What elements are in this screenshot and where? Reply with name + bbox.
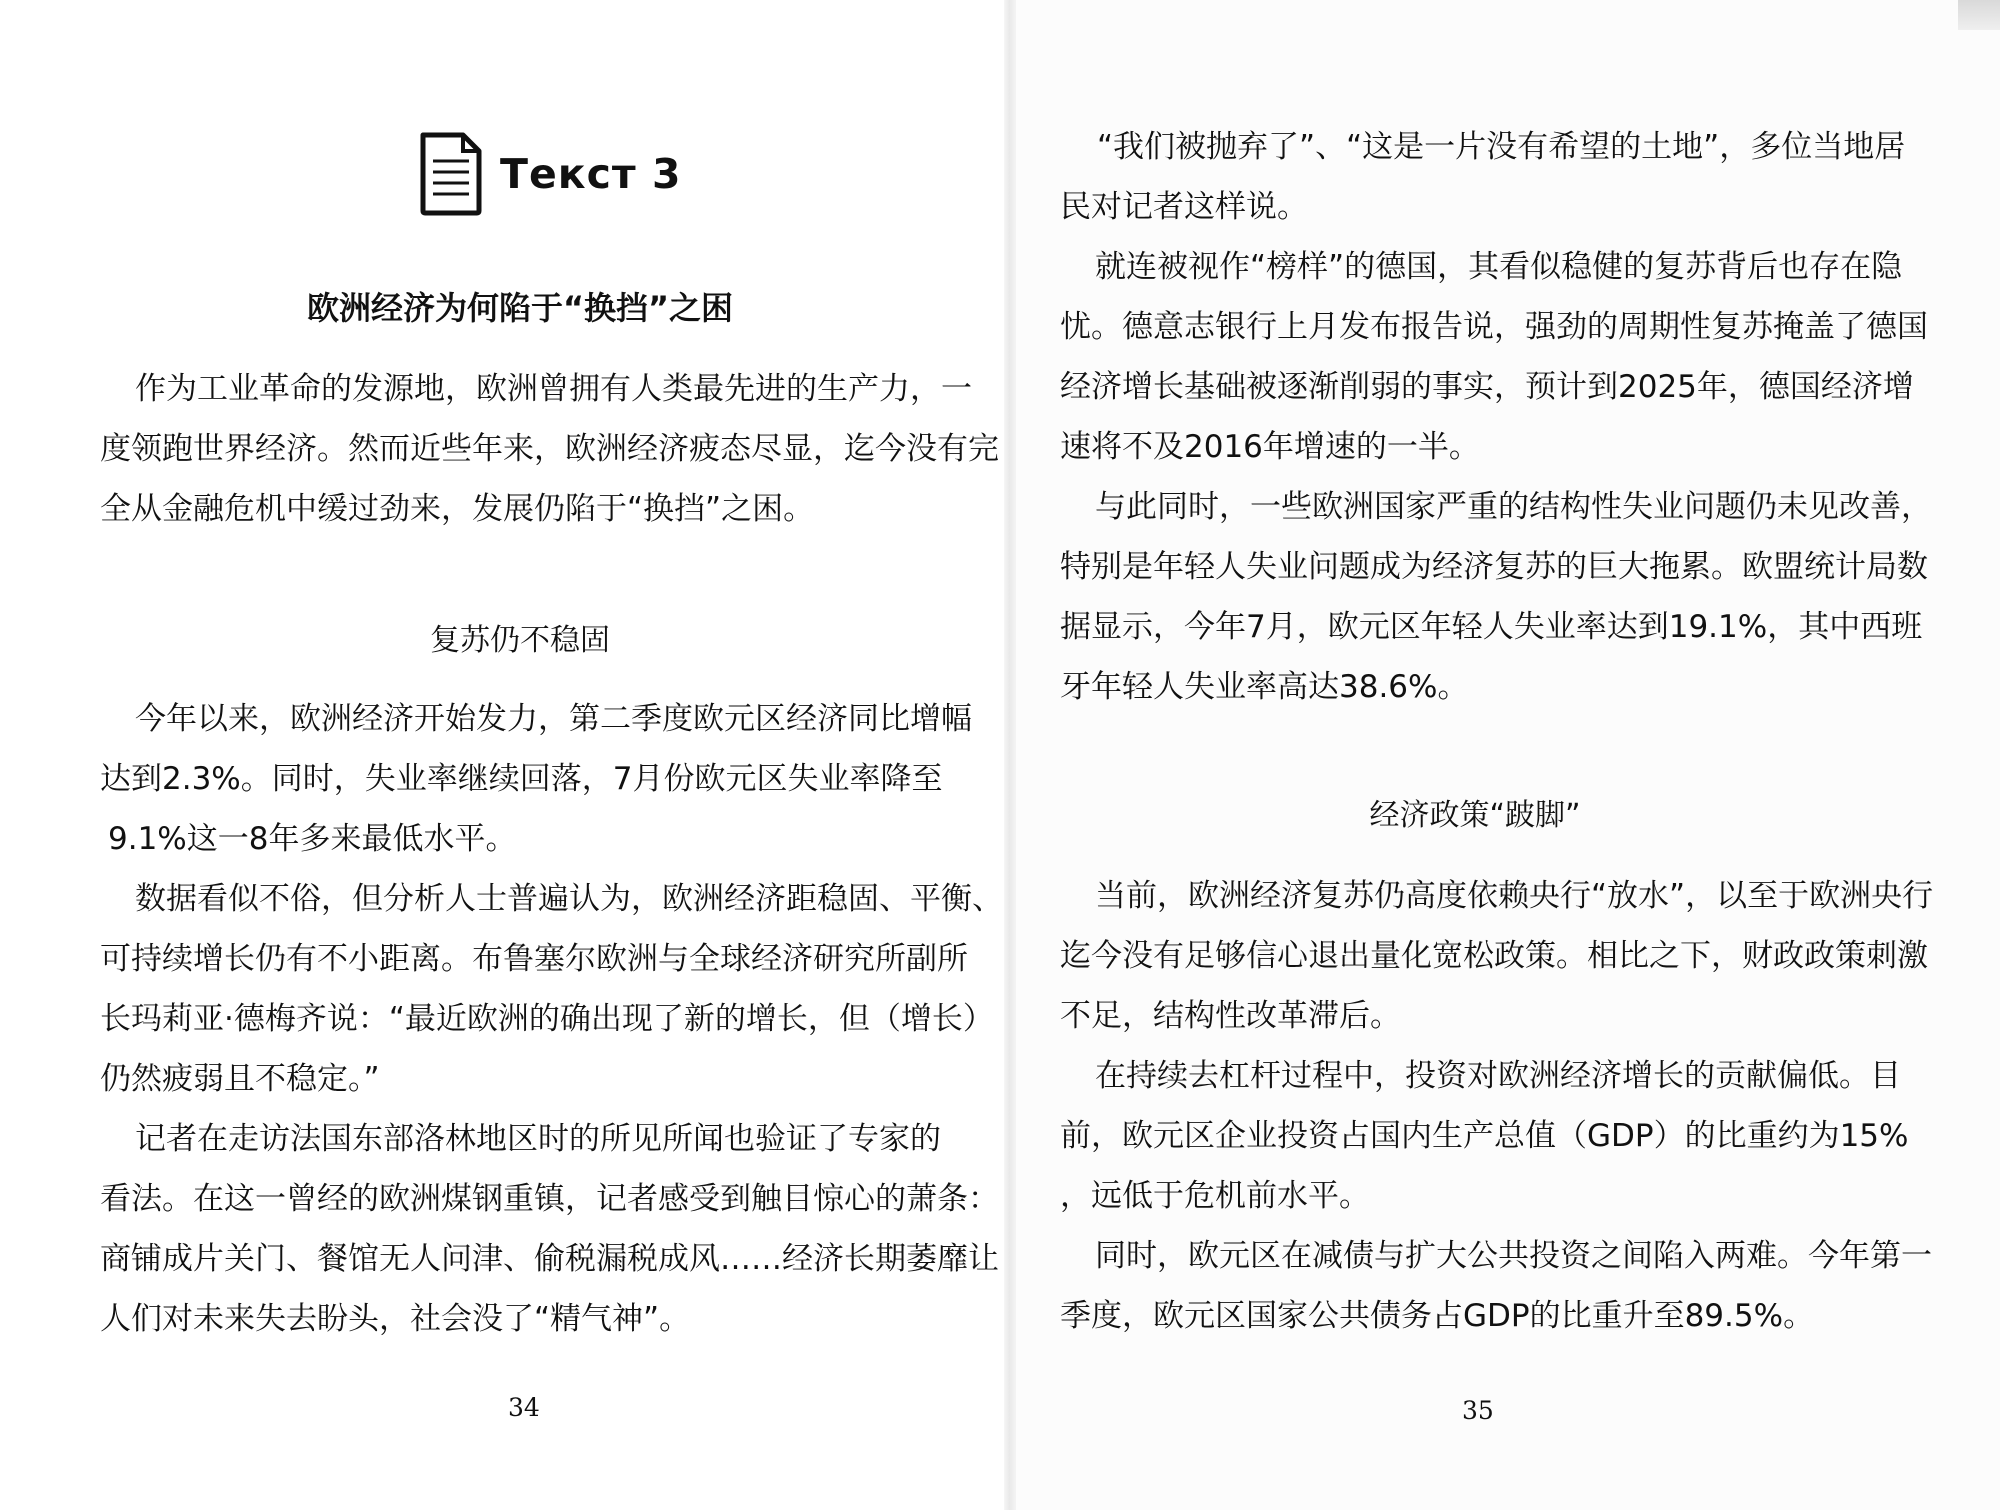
paragraph-line: “我们被抛弃了”、“这是一片没有希望的土地”，多位当地居: [1097, 129, 1906, 165]
paragraph-line: 作为工业革命的发源地，欧洲曾拥有人类最先进的生产力，一: [135, 371, 972, 407]
document-icon: [417, 131, 485, 217]
paragraph-line: 据显示，今年7月，欧元区年轻人失业率达到19.1%，其中西班: [1060, 609, 1923, 645]
paragraph-line: 当前，欧洲经济复苏仍高度依赖央行“放水”，以至于欧洲央行: [1095, 878, 1934, 914]
paragraph-line: 民对记者这样说。: [1060, 189, 1308, 225]
paragraph-line: 可持续增长仍有不小距离。布鲁塞尔欧洲与全球经济研究所副所: [100, 941, 968, 977]
paragraph-line: 今年以来，欧洲经济开始发力，第二季度欧元区经济同比增幅: [135, 701, 972, 737]
paragraph-line: 度领跑世界经济。然而近些年来，欧洲经济疲态尽显，迄今没有完: [100, 431, 999, 467]
paragraph-line: 就连被视作“榜样”的德国，其看似稳健的复苏背后也存在隐: [1095, 249, 1903, 285]
paragraph-line: 记者在走访法国东部洛林地区时的所见所闻也验证了专家的: [135, 1121, 941, 1157]
paragraph-line: 人们对未来失去盼头，社会没了“精气神”。: [100, 1301, 691, 1337]
paragraph-line: 数据看似不俗，但分析人士普遍认为，欧洲经济距稳固、平衡、: [135, 881, 1003, 917]
article-title: 欧洲经济为何陷于“换挡”之困: [306, 289, 734, 327]
paragraph-line: 全从金融危机中缓过劲来，发展仍陷于“换挡”之困。: [100, 491, 815, 527]
paragraph-line: 商铺成片关门、餐馆无人问津、偷税漏税成风……经济长期萎靡让: [100, 1241, 999, 1277]
page-number-left: 34: [508, 1393, 540, 1422]
paragraph-line: 迄今没有足够信心退出量化宽松政策。相比之下，财政政策刺激: [1060, 938, 1928, 974]
scan-edge: [1958, 0, 2000, 30]
paragraph-line: 在持续去杠杆过程中，投资对欧洲经济增长的贡献偏低。目: [1095, 1058, 1901, 1094]
paragraph-line: 9.1%这一8年多来最低水平。: [108, 821, 517, 857]
paragraph-line: 与此同时，一些欧洲国家严重的结构性失业问题仍未见改善，: [1095, 489, 1932, 525]
paragraph-line: 同时，欧元区在减债与扩大公共投资之间陷入两难。今年第一: [1095, 1238, 1932, 1274]
paragraph-line: 达到2.3%。同时，失业率继续回落，7月份欧元区失业率降至: [100, 761, 943, 797]
paragraph-line: 仍然疲弱且不稳定。”: [100, 1061, 380, 1097]
paragraph-line: 长玛莉亚·德梅齐说：“最近欧洲的确出现了新的增长，但（增长）: [100, 1001, 994, 1037]
paragraph-line: 不足，结构性改革滞后。: [1060, 998, 1401, 1034]
book-gutter: [1004, 0, 1016, 1510]
section-heading: 复苏仍不稳固: [430, 623, 610, 658]
paragraph-line: ，远低于危机前水平。: [1060, 1178, 1370, 1214]
paragraph-line: 季度，欧元区国家公共债务占GDP的比重升至89.5%。: [1060, 1298, 1815, 1334]
section-heading: 经济政策“跛脚”: [1369, 798, 1581, 833]
paragraph-line: 牙年轻人失业率高达38.6%。: [1060, 669, 1469, 705]
paragraph-line: 前，欧元区企业投资占国内生产总值（GDP）的比重约为15%: [1060, 1118, 1909, 1154]
text-heading: Текст 3: [500, 150, 682, 198]
paragraph-line: 看法。在这一曾经的欧洲煤钢重镇，记者感受到触目惊心的萧条：: [100, 1181, 999, 1217]
paragraph-line: 经济增长基础被逐渐削弱的事实，预计到2025年，德国经济增: [1060, 369, 1914, 405]
page-number-right: 35: [1462, 1396, 1494, 1425]
paragraph-line: 特别是年轻人失业问题成为经济复苏的巨大拖累。欧盟统计局数: [1060, 549, 1928, 585]
paragraph-line: 忧。德意志银行上月发布报告说，强劲的周期性复苏掩盖了德国: [1060, 309, 1928, 345]
right-page: [1005, 0, 2000, 1510]
paragraph-line: 速将不及2016年增速的一半。: [1060, 429, 1480, 465]
